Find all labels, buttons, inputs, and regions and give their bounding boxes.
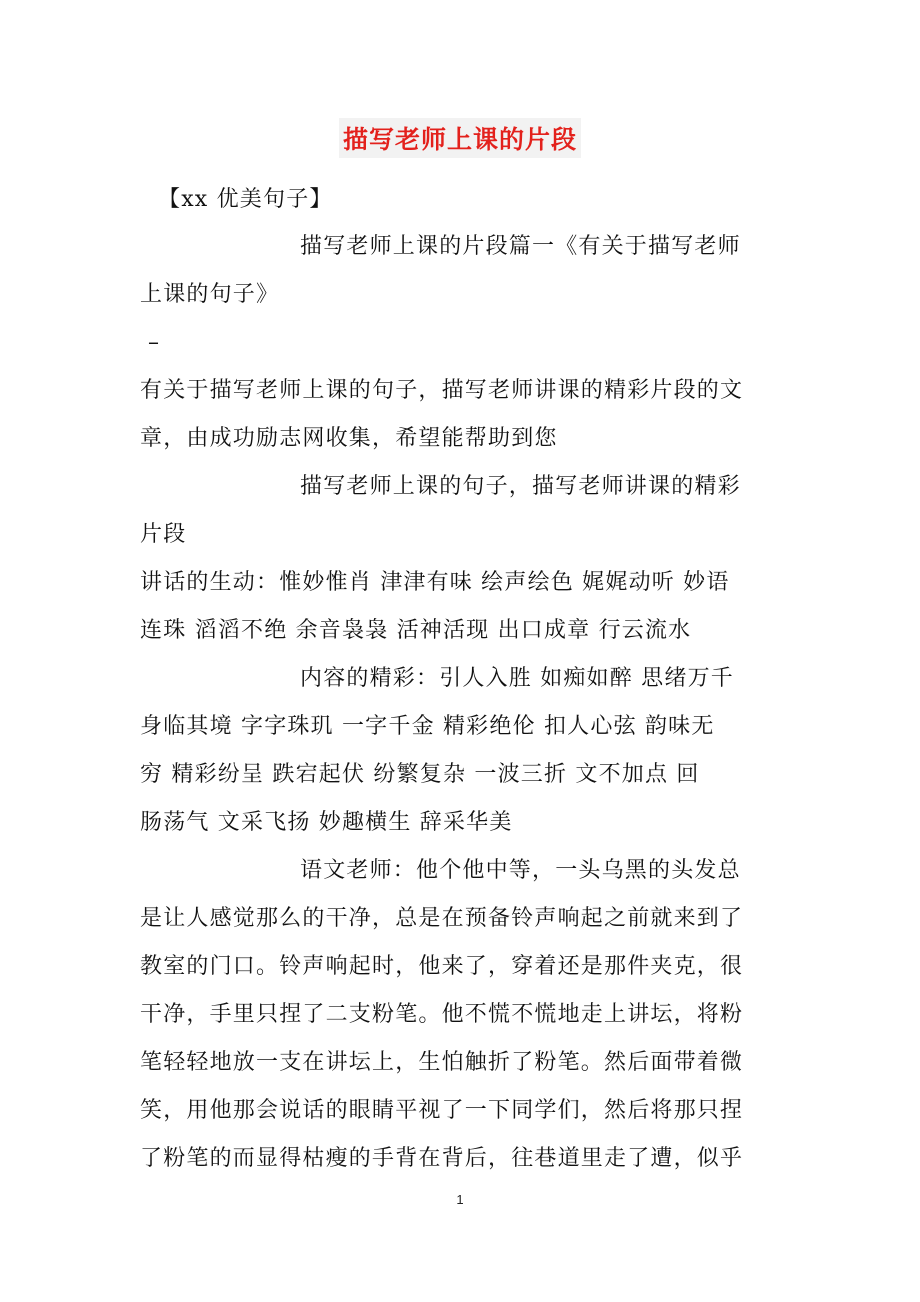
text-line: 笔轻轻地放一支在讲坛上，生怕触折了粉笔。然后面带着微 <box>140 1050 744 1075</box>
text-line: 身临其境 字字珠玑 一字千金 精彩绝伦 扣人心弦 韵味无 <box>140 714 715 739</box>
text-line: 笑，用他那会说话的眼睛平视了一下同学们，然后将那只捏 <box>140 1098 744 1123</box>
text-line: 内容的精彩：引人入胜 如痴如醉 思绪万千 <box>300 666 734 691</box>
page-title: 描写老师上课的片段 <box>339 118 581 158</box>
text-line: 干净，手里只捏了二支粉笔。他不慌不慌地走上讲坛，将粉 <box>140 1002 744 1027</box>
text-line: 片段 <box>140 522 187 547</box>
title-container <box>0 118 920 158</box>
text-line: – <box>148 330 161 355</box>
page-number: 1 <box>456 1192 464 1207</box>
text-line: 描写老师上课的句子，描写老师讲课的精彩 <box>300 474 741 499</box>
text-line: 是让人感觉那么的干净，总是在预备铃声响起之前就来到了 <box>140 906 744 931</box>
text-line: 章，由成功励志网收集，希望能帮助到您 <box>140 426 558 451</box>
text-line: 教室的门口。铃声响起时，他来了，穿着还是那件夹克，很 <box>140 954 744 979</box>
text-line: 讲话的生动：惟妙惟肖 津津有味 绘声绘色 娓娓动听 妙语 <box>140 570 730 595</box>
text-line: 了粉笔的而显得枯瘦的手背在背后，往巷道里走了遭，似乎 <box>140 1146 744 1171</box>
text-line: 描写老师上课的片段篇一《有关于描写老师 <box>300 234 741 259</box>
section-tag: 【xx 优美句子】 <box>158 187 333 212</box>
text-line: 连珠 滔滔不绝 余音袅袅 活神活现 出口成章 行云流水 <box>140 618 692 643</box>
text-line: 穷 精彩纷呈 跌宕起伏 纷繁复杂 一波三折 文不加点 回 <box>140 762 700 787</box>
text-line: 肠荡气 文采飞扬 妙趣横生 辞采华美 <box>140 810 513 835</box>
text-line: 有关于描写老师上课的句子，描写老师讲课的精彩片段的文 <box>140 378 744 403</box>
text-line: 上课的句子》 <box>140 282 280 307</box>
text-line: 语文老师：他个他中等，一头乌黑的头发总 <box>300 858 741 883</box>
